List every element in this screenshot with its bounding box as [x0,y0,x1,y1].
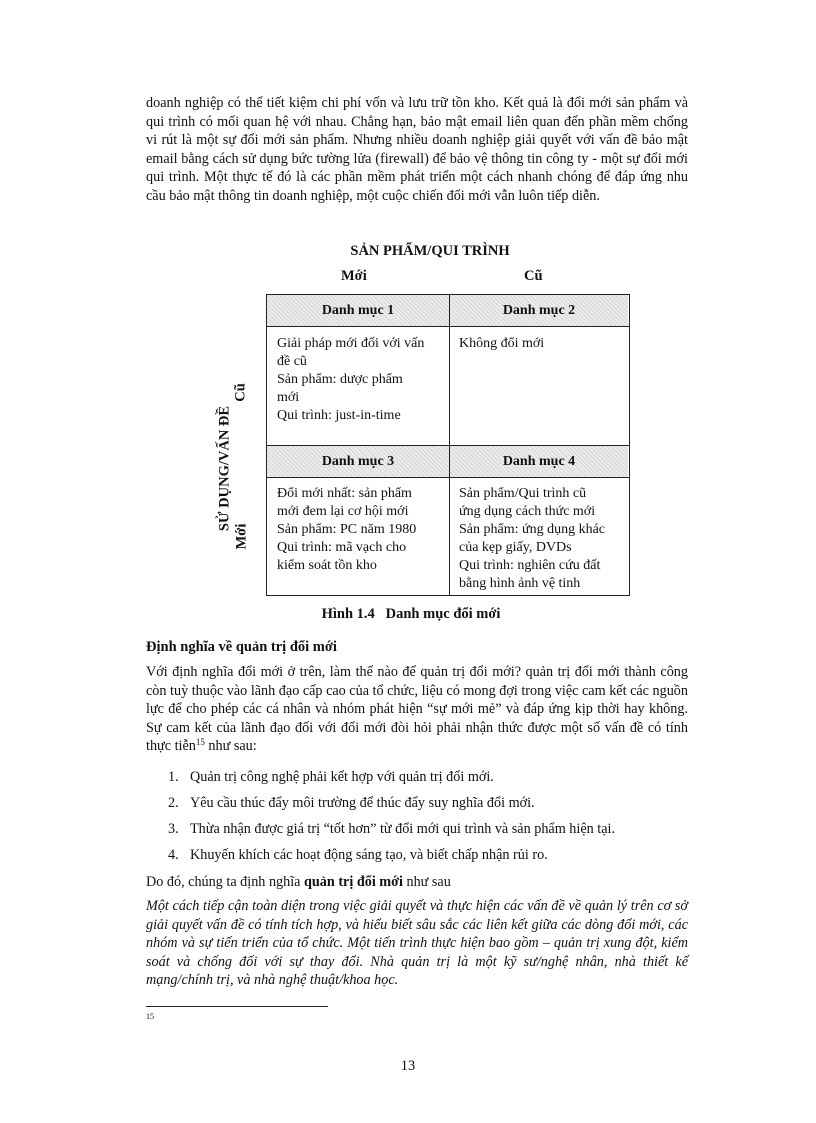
list-text: Thừa nhận được giá trị “tốt hơn” từ đổi mới qui trình và sản phẩm hiện tại. [190,821,616,837]
cell-2-header: Danh mục 2 [450,295,628,326]
paragraph-2-end: như sau: [204,738,257,755]
figure-top-title: SẢN PHẨM/QUI TRÌNH [350,243,510,259]
cell-line: mới đem lại cơ hội mới [277,504,409,519]
paragraph-3-term: quản trị đổi mới [304,874,403,890]
list-text: Khuyến khích các hoạt động sáng tạo, và biết chấp nhận rủi ro. [190,847,548,863]
side-title: SỬ DỤNG/VẤN ĐỀ [216,405,233,532]
list-item [168,795,535,812]
paragraph-3 [146,874,451,891]
section-heading: Định nghĩa về quản trị đổi mới [146,639,337,655]
cell-line: Giải pháp mới đối với vấn [277,336,425,351]
definition-paragraph: Một cách tiếp cận toàn diện trong việc giải quyết và thực hiện các vấn đề về quản lý trên cơ sở giải quyết vấn đề có tính tích hợp, và hiểu biết sâu sắc các liên kết giữa các dòng đổi mới, các nhóm và sự tiến triển của tổ chức. Một tiến trình thực hiện bao gồm – quản trị xung đột, kiểm soát và chống đối với sự thay đổi. Nhà quản trị là một kỹ sư/nghệ nhân, nhà thiết kế mạng/chính trị, và nhà nghệ thuật/khoa học. [146,898,688,989]
page-number: 13 [400,1058,416,1074]
row-label-new: Mới [233,523,250,550]
column-label-new: Mới [341,268,367,284]
divider [267,326,629,327]
divider [267,477,629,478]
cell-line: Qui trình: nghiên cứu đất [459,558,601,573]
cell-line: ứng dụng cách thức mới [459,504,596,519]
footnote-ref: 15 [195,737,205,748]
list-number: 1. [168,769,179,785]
cell-1-body [277,335,447,425]
list-item [168,769,494,786]
cell-line: Sản phẩm: ứng dụng khác [459,522,606,537]
cell-line: mới [277,390,300,405]
cell-line: Không đổi mới [459,336,545,351]
cell-line: của kẹp giấy, DVDs [459,540,572,555]
paragraph-3-prefix: Do đó, chúng ta định nghĩa [146,874,305,890]
paragraph-2-text: Với định nghĩa đổi mới ở trên, làm thế nào để quản trị đổi mới? quản trị đổi mới thành công còn tuỳ thuộc vào lãnh đạo cấp cao của tổ chức, liệu có mong đợi trong việc cam kết các nguồn lực để cho phép các cá nhân và nhóm phát hiện “sự mới mẻ” và đáp ứng kịp thời hay không. Sự cam kết của lãnh đạo đối với đổi mới đòi hỏi phải nhận thức được một số vấn đề có tính thực tiễn [146,664,688,755]
cell-1-header: Danh mục 1 [267,295,449,326]
list-text: Quản trị công nghệ phải kết hợp với quản trị đổi mới. [190,769,494,785]
paragraph-3-suffix: như sau [402,874,451,890]
list-item [168,847,548,864]
innovation-matrix [266,294,630,596]
cell-3-body [277,485,447,575]
figure-caption: Hình 1.4 Danh mục đổi mới [321,606,501,622]
cell-line: Sản phẩm: PC năm 1980 [277,522,417,537]
cell-line: Đổi mới nhất: sản phẩm [277,486,412,501]
cell-2-body [459,335,627,353]
column-label-old: Cũ [524,268,543,284]
cell-line: đề cũ [277,354,307,369]
list-number: 2. [168,795,179,811]
footnote-divider [146,1006,328,1007]
cell-line: kiểm soát tồn kho [277,558,377,573]
cell-line: Qui trình: mã vạch cho [277,540,407,555]
list-item [168,821,615,838]
cell-3-header: Danh mục 3 [267,446,449,477]
cell-line: bằng hình ảnh vệ tinh [459,576,581,591]
paragraph-2 [146,663,688,756]
cell-line: Sản phẩm/Qui trình cũ [459,486,587,501]
list-number: 4. [168,847,179,863]
cell-4-header: Danh mục 4 [450,446,628,477]
divider [449,295,450,595]
cell-line: Sản phẩm: dược phẩm [277,372,403,387]
list-number: 3. [168,821,179,837]
footnote-number: 15 [146,1012,154,1021]
intro-paragraph: doanh nghiệp có thể tiết kiệm chi phí vốn và lưu trữ tồn kho. Kết quả là đổi mới sản phẩm và qui trình có mối quan hệ với nhau. Chẳng hạn, bảo mật email liên quan đến phần mềm chống vi rút là một sự đổi mới sản phẩm. Nhưng nhiều doanh nghiệp giải quyết với vấn đề bảo mật email bằng cách sử dụng bức tường lửa (firewall) để bảo vệ thông tin công ty - một sự đổi mới qui trình. Một thực tế đó là các phần mềm phát triển một cách nhanh chóng để đáp ứng nhu cầu bảo mật thông tin doanh nghiệp, một cuộc chiến đổi mới vẫn luôn tiếp diễn. [146,95,688,204]
row-label-old: Cũ [232,383,249,402]
cell-line: Qui trình: just-in-time [277,408,401,423]
list-text: Yêu cầu thúc đẩy môi trường để thúc đẩy suy nghĩa đổi mới. [190,795,535,811]
cell-4-body [459,485,627,593]
